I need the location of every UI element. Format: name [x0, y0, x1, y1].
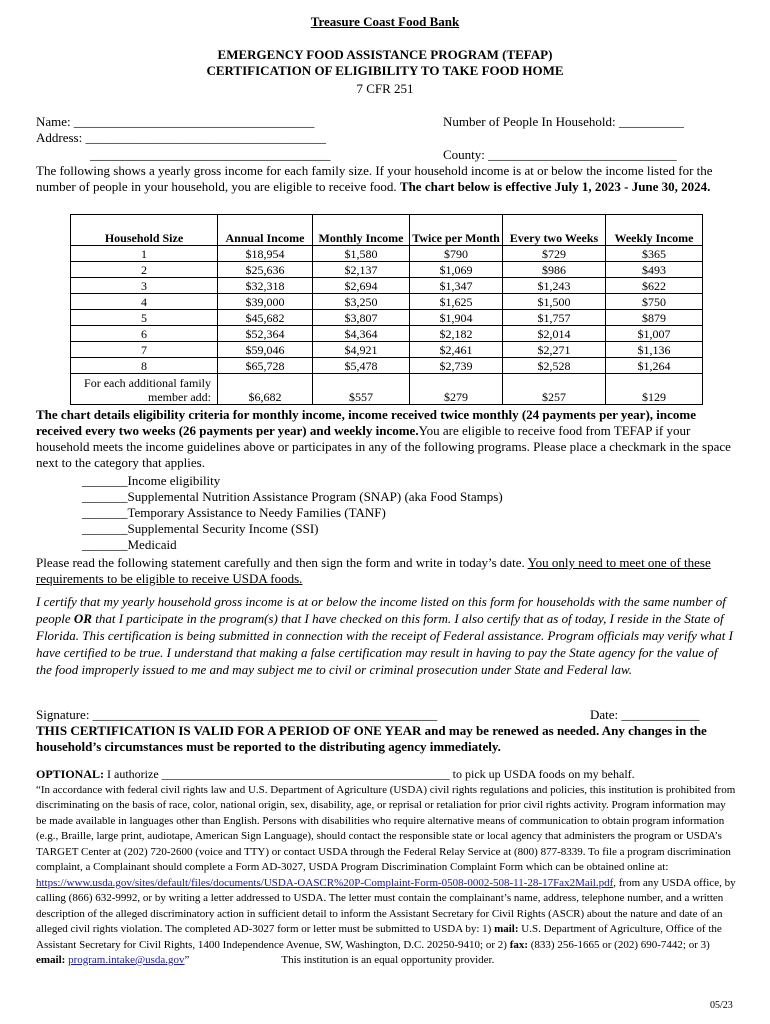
details-text: You are eligible to receive food from TEFAP if your household meets the income guidelines above or participates in any of the following programs. Please place a checkmark in the space next to the category that applies. — [36, 423, 731, 470]
optional-label: OPTIONAL: — [36, 767, 105, 781]
table-cell: 5 — [71, 310, 218, 326]
table-cell: 6 — [71, 326, 218, 342]
mail-label: mail: — [494, 923, 519, 935]
table-cell: $257 — [503, 374, 606, 405]
household-count-field[interactable]: Number of People In Household: __________ — [443, 114, 684, 129]
table-cell: $622 — [606, 278, 703, 294]
intro-text: The following shows a yearly gross income for each family size. If your household income is at or below the income listed for the number of people in your household, you are eligible to receive food. — [36, 163, 713, 194]
col-household-size: Household Size — [71, 215, 218, 246]
col-twice-per-month: Twice per Month — [410, 215, 503, 246]
table-cell: 8 — [71, 358, 218, 374]
table-cell: $2,137 — [313, 262, 410, 278]
read-text: Please read the following statement carefully and then sign the form and write in today’s date. — [36, 555, 528, 570]
details-paragraph — [36, 407, 736, 471]
optional-authorization — [36, 767, 736, 783]
table-cell: $45,682 — [218, 310, 313, 326]
cfr-reference: 7 CFR 251 — [356, 81, 414, 96]
col-monthly-income: Monthly Income — [313, 215, 410, 246]
date-field[interactable]: Date: ____________ — [590, 707, 700, 722]
table-cell: $4,921 — [313, 342, 410, 358]
table-cell: $25,636 — [218, 262, 313, 278]
table-row — [71, 358, 703, 374]
table-cell: $1,580 — [313, 246, 410, 262]
table-cell: $2,182 — [410, 326, 503, 342]
table-row — [71, 294, 703, 310]
program-option-ssi[interactable]: _______Supplemental Security Income (SSI) — [82, 521, 319, 536]
table-cell: $365 — [606, 246, 703, 262]
table-cell: 1 — [71, 246, 218, 262]
table-row — [71, 246, 703, 262]
nd-text-a: “In accordance with federal civil rights law and U.S. Department of Agriculture (USDA) civil rights regulations and policies, this institution is prohibited from discriminating on the basis of race, color, national origin, sex, disability, age, or reprisal or retaliation for prior civil rights activity. Program information may be made available in languages other than English. Persons with disabilities who require alternative means of communication to obtain program information (e.g., Braille, large print, audiotape, American Sign Language), should contact the responsible state or local agency that administers the program or USDA’s TARGET Center at (202) 720-2600 (voice and TTY) or contact USDA through the Federal Relay Service at (800) 877-8339. To file a program discrimination complaint, a Complainant should complete a Form AD-3027, USDA Program Discrimination Complaint Form which can be obtained online at: — [36, 783, 736, 873]
address-line-2-field[interactable]: _____________________________________ — [90, 147, 331, 162]
table-cell: $2,739 — [410, 358, 503, 374]
additional-member-label: For each additional family member add: — [71, 374, 218, 405]
program-option-tanf[interactable]: _______Temporary Assistance to Needy Families (TANF) — [82, 505, 386, 520]
read-instructions — [36, 555, 736, 587]
table-header-row — [71, 215, 703, 246]
table-row — [71, 262, 703, 278]
table-cell: $279 — [410, 374, 503, 405]
table-cell: $32,318 — [218, 278, 313, 294]
equal-opportunity-statement: This institution is an equal opportunity provider. — [281, 954, 495, 966]
table-cell: $1,007 — [606, 326, 703, 342]
table-cell: $1,757 — [503, 310, 606, 326]
table-cell: $557 — [313, 374, 410, 405]
optional-text-1: I authorize — [104, 767, 162, 781]
details-bold: The chart details eligibility criteria for monthly income, income received twice monthly (24 payments per year), income received every two weeks (26 payments per year) and weekly income. — [36, 407, 696, 438]
nd-text-b: , from any USDA office, by calling (866) 632-9992, or by writing a letter addressed to USDA. The letter must contain the complainant’s name, address, telephone number, and a written description of the alleged discriminatory action in sufficient detail to inform the Assistant Secretary for Civil Rights (ASCR) about the nature and date of an alleged civil rights violation. The completed AD-3027 form or letter must be submitted to USDA by: 1) — [36, 876, 736, 935]
nd-text-c: U.S. Department of Agriculture, Office of the Assistant Secretary for Civil Rights, 1400 Independence Avenue, SW, Washington, D.C. 20250-9410; or 2) — [36, 923, 722, 951]
nondiscrimination-block — [36, 767, 736, 969]
table-cell: $3,250 — [313, 294, 410, 310]
table-cell: $1,904 — [410, 310, 503, 326]
table-cell: $18,954 — [218, 246, 313, 262]
table-cell: $1,243 — [503, 278, 606, 294]
table-cell: $2,528 — [503, 358, 606, 374]
nondiscrimination-statement — [36, 783, 736, 969]
table-cell: 3 — [71, 278, 218, 294]
name-field[interactable]: Name: _____________________________________ — [36, 114, 315, 129]
table-row-additional — [71, 374, 703, 405]
table-cell: $5,478 — [313, 358, 410, 374]
authorized-person-field[interactable]: ________________________________________________ — [161, 767, 450, 781]
requirement-note: You only need to meet one of these requirements to be eligible to receive USDA foods. — [36, 555, 711, 586]
certify-text-a: I certify that my yearly household gross income is at or below the income listed on this form for households with the same number of people — [36, 594, 726, 626]
table-cell: $790 — [410, 246, 503, 262]
effective-dates: The chart below is effective July 1, 2023 - June 30, 2024. — [399, 179, 711, 194]
email-link[interactable]: program.intake@usda.gov — [68, 954, 185, 966]
table-cell: $986 — [503, 262, 606, 278]
intro-paragraph — [36, 163, 736, 195]
certify-text-b: that I participate in the program(s) that I have checked on this form. I also certify that as of today, I reside in the State of Florida. This certification is being submitted in connection with the receipt of Federal assistance. Program officials may verify what I have certified to be true. I understand that making a false certification may result in having to pay the State agency for the value of the food improperly issued to me and may subject me to civil or criminal prosecution under State and Federal law. — [36, 611, 733, 677]
table-cell: $2,461 — [410, 342, 503, 358]
optional-text-2: to pick up USDA foods on my behalf. — [449, 767, 635, 781]
county-field[interactable]: County: _____________________________ — [443, 147, 677, 162]
table-cell: $1,069 — [410, 262, 503, 278]
table-cell: $493 — [606, 262, 703, 278]
table-cell: $1,500 — [503, 294, 606, 310]
validity-notice: THIS CERTIFICATION IS VALID FOR A PERIOD OF ONE YEAR and may be renewed as needed. Any changes in the household’s circumstances must be reported to the distributing agency immediately. — [36, 723, 707, 754]
program-title: EMERGENCY FOOD ASSISTANCE PROGRAM (TEFAP) — [217, 47, 553, 62]
table-cell: $2,271 — [503, 342, 606, 358]
table-cell: $3,807 — [313, 310, 410, 326]
program-option-medicaid[interactable]: _______Medicaid — [82, 537, 177, 552]
table-cell: $1,625 — [410, 294, 503, 310]
table-cell: $52,364 — [218, 326, 313, 342]
table-cell: 4 — [71, 294, 218, 310]
certification-title: CERTIFICATION OF ELIGIBILITY TO TAKE FOOD HOME — [206, 63, 564, 78]
program-option-snap[interactable]: _______Supplemental Nutrition Assistance Program (SNAP) (aka Food Stamps) — [82, 489, 503, 504]
nd-text-d: (833) 256-1665 or (202) 690-7442; or 3) — [528, 938, 710, 951]
form-title — [0, 47, 770, 79]
table-cell: $750 — [606, 294, 703, 310]
table-cell: $129 — [606, 374, 703, 405]
table-cell: $59,046 — [218, 342, 313, 358]
table-cell: $729 — [503, 246, 606, 262]
table-cell: 2 — [71, 262, 218, 278]
table-cell: $2,694 — [313, 278, 410, 294]
col-annual-income: Annual Income — [218, 215, 313, 246]
table-cell: $879 — [606, 310, 703, 326]
col-every-two-weeks: Every two Weeks — [503, 215, 606, 246]
table-cell: $6,682 — [218, 374, 313, 405]
table-cell: $2,014 — [503, 326, 606, 342]
table-cell: 7 — [71, 342, 218, 358]
complaint-form-link[interactable]: https://www.usda.gov/sites/default/files/documents/USDA-OASCR%20P-Complaint-Form-0508-0002-508-11-28-17Fax2Mail.pdf — [36, 876, 614, 889]
table-row — [71, 278, 703, 294]
signature-field[interactable]: Signature: _____________________________________________________ — [36, 707, 438, 722]
table-cell: $39,000 — [218, 294, 313, 310]
col-weekly-income: Weekly Income — [606, 215, 703, 246]
certify-or: OR — [73, 611, 92, 626]
table-cell: $4,364 — [313, 326, 410, 342]
org-title: Treasure Coast Food Bank — [310, 14, 460, 29]
income-guidelines-table — [70, 214, 703, 405]
email-label: email: — [36, 954, 66, 966]
table-row — [71, 310, 703, 326]
table-cell: $65,728 — [218, 358, 313, 374]
table-row — [71, 326, 703, 342]
table-cell: $1,347 — [410, 278, 503, 294]
certification-statement — [36, 593, 736, 678]
table-cell: $1,264 — [606, 358, 703, 374]
program-option-income[interactable]: _______Income eligibility — [82, 473, 221, 488]
table-cell: $1,136 — [606, 342, 703, 358]
form-version-code: 05/23 — [710, 1000, 733, 1011]
table-row — [71, 342, 703, 358]
nd-text-e: ” — [184, 954, 190, 966]
address-field[interactable]: Address: _____________________________________ — [36, 130, 326, 145]
fax-label: fax: — [509, 938, 529, 951]
